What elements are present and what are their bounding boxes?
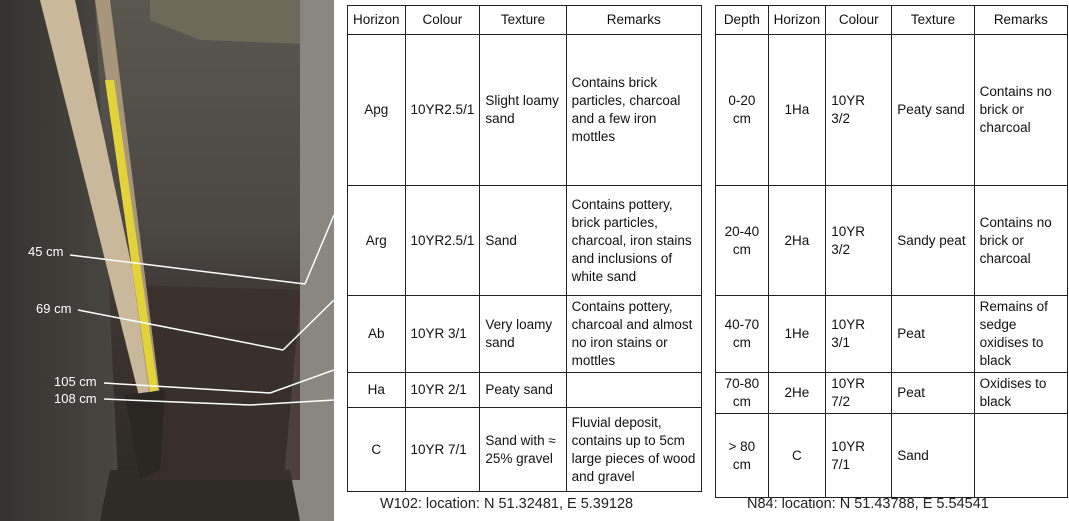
cell-remarks: Contains no brick or charcoal — [974, 35, 1067, 186]
cell-horizon: Apg — [348, 35, 406, 186]
table-header-row — [348, 6, 702, 35]
table-row — [716, 296, 1068, 373]
table-header-row — [716, 6, 1068, 35]
cell-colour: 10YR 2/1 — [405, 373, 480, 408]
cell-colour: 10YR 7/2 — [826, 373, 892, 414]
cell-horizon: C — [348, 408, 406, 492]
table-row — [716, 35, 1068, 186]
cell-texture: Slight loamy sand — [480, 35, 566, 186]
cell-depth: 40-70 cm — [716, 296, 769, 373]
cell-colour: 10YR2.5/1 — [405, 186, 480, 296]
col-header: Colour — [826, 6, 892, 35]
cell-texture: Sand — [480, 186, 566, 296]
table-row — [716, 186, 1068, 296]
cell-horizon: 2He — [768, 373, 826, 414]
cell-colour: 10YR 3/2 — [826, 186, 892, 296]
cell-colour: 10YR 7/1 — [405, 408, 480, 492]
cell-colour: 10YR2.5/1 — [405, 35, 480, 186]
col-header: Texture — [480, 6, 566, 35]
cell-horizon: Ha — [348, 373, 406, 408]
col-header: Remarks — [566, 6, 701, 35]
cell-texture: Sandy peat — [892, 186, 974, 296]
cell-remarks: Oxidises to black — [974, 373, 1067, 414]
cell-depth: 20-40 cm — [716, 186, 769, 296]
cell-colour: 10YR 3/1 — [826, 296, 892, 373]
table-row — [348, 373, 702, 408]
cell-texture: Peaty sand — [480, 373, 566, 408]
table-row — [348, 296, 702, 373]
cell-texture: Peaty sand — [892, 35, 974, 186]
n84-horizon-table — [715, 5, 1068, 498]
cell-horizon: C — [768, 414, 826, 498]
cell-remarks: Contains brick particles, charcoal and a few iron mottles — [566, 35, 701, 186]
w102-location-caption: W102: location: N 51.32481, E 5.39128 — [380, 496, 634, 512]
cell-remarks: Contains pottery, charcoal and almost no iron stains or mottles — [566, 296, 701, 373]
cell-texture: Sand with ≈ 25% gravel — [480, 408, 566, 492]
cell-remarks: Contains pottery, brick particles, charcoal, iron stains and inclusions of white sand — [566, 186, 701, 296]
cell-horizon: 1He — [768, 296, 826, 373]
cell-texture: Peat — [892, 373, 974, 414]
cell-colour: 10YR 3/1 — [405, 296, 480, 373]
cell-texture: Sand — [892, 414, 974, 498]
table-row — [348, 408, 702, 492]
depth-label-69: 69 cm — [36, 301, 72, 316]
col-header: Horizon — [348, 6, 406, 35]
soil-profile-photo — [0, 0, 334, 521]
depth-label-105: 105 cm — [54, 374, 97, 389]
col-header: Texture — [892, 6, 974, 35]
cell-remarks: Remains of sedge oxidises to black — [974, 296, 1067, 373]
cell-colour: 10YR 7/1 — [826, 414, 892, 498]
cell-remarks — [974, 414, 1067, 498]
n84-location-caption: N84: location: N 51.43788, E 5.54541 — [747, 496, 989, 512]
cell-horizon: Ab — [348, 296, 406, 373]
cell-depth: > 80 cm — [716, 414, 769, 498]
cell-horizon: 2Ha — [768, 186, 826, 296]
w102-horizon-table — [347, 5, 702, 492]
cell-colour: 10YR 3/2 — [826, 35, 892, 186]
col-header: Depth — [716, 6, 769, 35]
col-header: Remarks — [974, 6, 1067, 35]
cell-texture: Very loamy sand — [480, 296, 566, 373]
cell-depth: 0-20 cm — [716, 35, 769, 186]
table-row — [348, 35, 702, 186]
col-header: Horizon — [768, 6, 826, 35]
cell-remarks: Fluvial deposit, contains up to 5cm large pieces of wood and gravel — [566, 408, 701, 492]
cell-horizon: 1Ha — [768, 35, 826, 186]
depth-label-45: 45 cm — [28, 244, 64, 259]
cell-horizon: Arg — [348, 186, 406, 296]
col-header: Colour — [405, 6, 480, 35]
cell-depth: 70-80 cm — [716, 373, 769, 414]
cell-texture: Peat — [892, 296, 974, 373]
depth-label-108: 108 cm — [54, 391, 97, 406]
cell-remarks: Contains no brick or charcoal — [974, 186, 1067, 296]
table-row — [348, 186, 702, 296]
cell-remarks — [566, 373, 701, 408]
table-row — [716, 373, 1068, 414]
table-row — [716, 414, 1068, 498]
